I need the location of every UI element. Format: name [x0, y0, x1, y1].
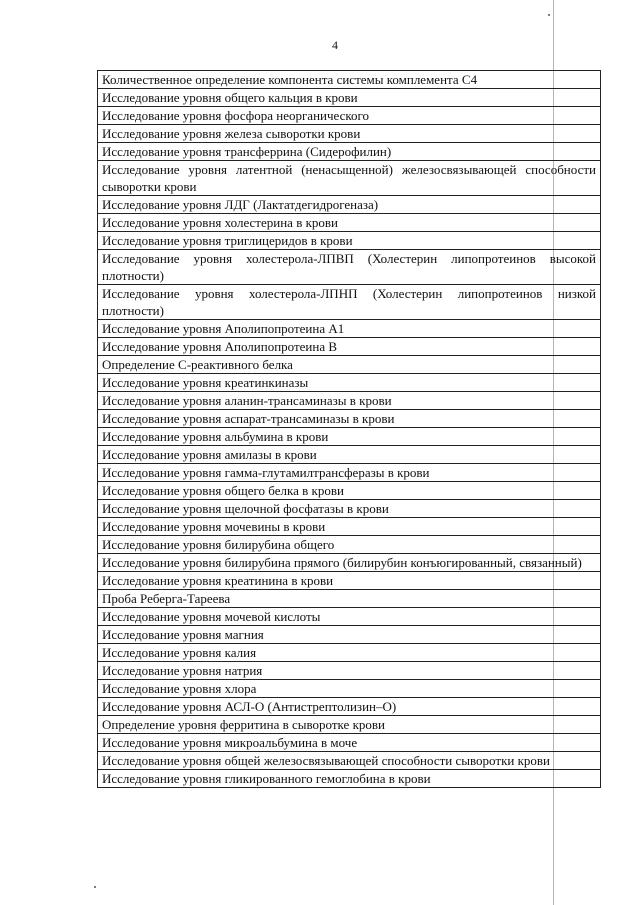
- table-row: [98, 214, 601, 232]
- table-row: [98, 626, 601, 644]
- service-name-cell: Исследование уровня альбумина в крови: [98, 428, 601, 446]
- service-name-cell: Исследование уровня железа сыворотки крови: [98, 125, 601, 143]
- table-row: [98, 71, 601, 89]
- service-name-cell: Исследование уровня холестерина в крови: [98, 214, 601, 232]
- table-row: [98, 410, 601, 428]
- service-name-cell: Исследование уровня аспарат-трансаминазы в крови: [98, 410, 601, 428]
- service-name-cell: Исследование уровня трансферрина (Сидерофилин): [98, 143, 601, 161]
- table-row: [98, 161, 601, 196]
- service-name-cell: Исследование уровня натрия: [98, 662, 601, 680]
- service-name-cell: Исследование уровня латентной (ненасыщенной) железосвязывающей способности сыворотки крови: [98, 161, 601, 196]
- table-row: [98, 770, 601, 788]
- table-row: [98, 428, 601, 446]
- table-row: [98, 374, 601, 392]
- table-row: [98, 356, 601, 374]
- table-row: [98, 446, 601, 464]
- service-name-cell: Исследование уровня хлора: [98, 680, 601, 698]
- service-name-cell: Исследование уровня магния: [98, 626, 601, 644]
- service-name-cell: Исследование уровня АСЛ-О (Антистрептолизин–О): [98, 698, 601, 716]
- table-row: [98, 590, 601, 608]
- service-name-cell: Исследование уровня общего белка в крови: [98, 482, 601, 500]
- table-row: [98, 107, 601, 125]
- table-row: [98, 752, 601, 770]
- service-name-cell: Исследование уровня Аполипопротеина В: [98, 338, 601, 356]
- service-name-cell: Определение уровня ферритина в сыворотке крови: [98, 716, 601, 734]
- table-row: [98, 392, 601, 410]
- table-row: [98, 285, 601, 320]
- page-number: 4: [332, 38, 338, 52]
- table-row: [98, 482, 601, 500]
- service-name-cell: Исследование уровня общей железосвязывающей способности сыворотки крови: [98, 752, 601, 770]
- services-table: [97, 70, 601, 788]
- table-row: [98, 572, 601, 590]
- service-name-cell: Исследование уровня щелочной фосфатазы в крови: [98, 500, 601, 518]
- service-name-cell: Исследование уровня холестерола-ЛПВП (Холестерин липопротеинов высокой плотности): [98, 250, 601, 285]
- table-row: [98, 464, 601, 482]
- table-row: [98, 89, 601, 107]
- service-name-cell: Исследование уровня креатинина в крови: [98, 572, 601, 590]
- services-table-body: [98, 71, 601, 788]
- table-row: [98, 644, 601, 662]
- table-row: [98, 698, 601, 716]
- service-name-cell: Количественное определение компонента системы комплемента С4: [98, 71, 601, 89]
- service-name-cell: Проба Реберга-Тареева: [98, 590, 601, 608]
- table-row: [98, 232, 601, 250]
- table-row: [98, 320, 601, 338]
- service-name-cell: Исследование уровня калия: [98, 644, 601, 662]
- service-name-cell: Исследование уровня мочевины в крови: [98, 518, 601, 536]
- service-name-cell: Исследование уровня Аполипопротеина А1: [98, 320, 601, 338]
- service-name-cell: Исследование уровня гамма-глутамилтрансферазы в крови: [98, 464, 601, 482]
- service-name-cell: Исследование уровня креатинкиназы: [98, 374, 601, 392]
- table-row: [98, 125, 601, 143]
- table-row: [98, 662, 601, 680]
- table-row: [98, 554, 601, 572]
- scan-speck: [94, 886, 96, 888]
- table-row: [98, 196, 601, 214]
- table-row: [98, 716, 601, 734]
- table-row: [98, 338, 601, 356]
- table-row: [98, 250, 601, 285]
- service-name-cell: Исследование уровня билирубина прямого (билирубин конъюгированный, связанный): [98, 554, 601, 572]
- table-row: [98, 734, 601, 752]
- service-name-cell: Исследование уровня микроальбумина в моче: [98, 734, 601, 752]
- service-name-cell: Исследование уровня фосфора неорганического: [98, 107, 601, 125]
- service-name-cell: Исследование уровня ЛДГ (Лактатдегидрогеназа): [98, 196, 601, 214]
- scan-speck: [548, 14, 550, 16]
- table-row: [98, 680, 601, 698]
- service-name-cell: Исследование уровня холестерола-ЛПНП (Холестерин липопротеинов низкой плотности): [98, 285, 601, 320]
- service-name-cell: Исследование уровня билирубина общего: [98, 536, 601, 554]
- table-row: [98, 143, 601, 161]
- service-name-cell: Исследование уровня амилазы в крови: [98, 446, 601, 464]
- table-row: [98, 500, 601, 518]
- service-name-cell: Определение С-реактивного белка: [98, 356, 601, 374]
- table-row: [98, 608, 601, 626]
- service-name-cell: Исследование уровня аланин-трансаминазы в крови: [98, 392, 601, 410]
- table-row: [98, 536, 601, 554]
- service-name-cell: Исследование уровня мочевой кислоты: [98, 608, 601, 626]
- service-name-cell: Исследование уровня общего кальция в крови: [98, 89, 601, 107]
- table-row: [98, 518, 601, 536]
- service-name-cell: Исследование уровня гликированного гемоглобина в крови: [98, 770, 601, 788]
- service-name-cell: Исследование уровня триглицеридов в крови: [98, 232, 601, 250]
